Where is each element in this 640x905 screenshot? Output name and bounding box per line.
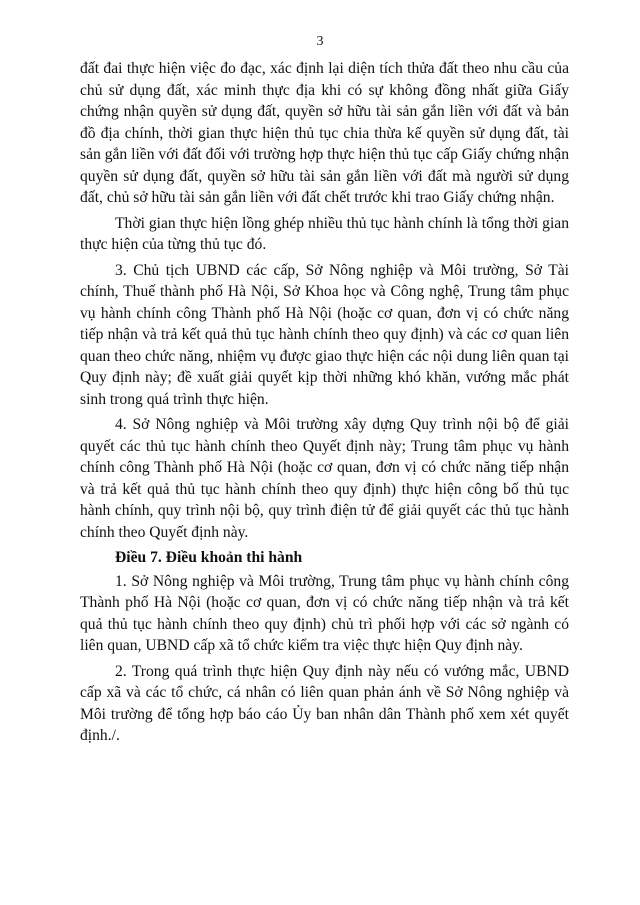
paragraph-processing-time: Thời gian thực hiện lồng ghép nhiều thủ tục hành chính là tổng thời gian thực hiện của từng thủ tục đó. — [80, 214, 569, 253]
paragraph-clause-3: 3. Chủ tịch UBND các cấp, Sở Nông nghiệp và Môi trường, Sở Tài chính, Thuế thành phố Hà Nội, Sở Khoa học và Công nghệ, Trung tâm phục vụ hành chính công Thành phố Hà Nội (hoặc cơ quan, đơn vị có chức năng tiếp nhận và trả kết quả thủ tục hành chính theo quy định) và các cơ quan liên quan theo chức năng, nhiệm vụ được giao thực hiện các nội dung liên quan tại Quy định này; đề xuất giải quyết kịp thời những khó khăn, vướng mắc phát sinh trong quá trình thực hiện. — [80, 261, 569, 408]
article-7-heading: Điều 7. Điều khoản thi hành — [115, 549, 303, 566]
paragraph-clause-4: 4. Sở Nông nghiệp và Môi trường xây dựng Quy trình nội bộ để giải quyết các thủ tục hành chính theo Quyết định này; Trung tâm phục vụ hành chính công Thành phố Hà Nội (hoặc cơ quan, đơn vị có chức năng tiếp nhận và trả kết quả thủ tục hành chính theo quy định) thực hiện công bố thủ tục hành chính, quy trình nội bộ, quy trình điện tử để giải quyết các thủ tục hành chính theo Quyết định này. — [80, 416, 569, 541]
paragraph-article-7-clause-2: 2. Trong quá trình thực hiện Quy định này nếu có vướng mắc, UBND cấp xã và các tổ chức, cá nhân có liên quan phản ánh về Sở Nông nghiệp và Môi trường để tổng hợp báo cáo Ủy ban nhân dân Thành phố xem xét quyết định./. — [80, 662, 569, 744]
document-body — [80, 58, 569, 751]
paragraph-article-7-clause-1: 1. Sở Nông nghiệp và Môi trường, Trung tâm phục vụ hành chính công Thành phố Hà Nội (hoặc cơ quan, đơn vị có chức năng tiếp nhận và trả kết quả thủ tục hành chính theo quy định) chủ trì phối hợp với các sở ngành có liên quan, UBND cấp xã tổ chức kiểm tra việc thực hiện Quy định này. — [80, 572, 569, 654]
paragraph-continuation: đất đai thực hiện việc đo đạc, xác định lại diện tích thửa đất theo nhu cầu của chủ sử dụng đất, xác minh thực địa khi có sự không đồng nhất giữa Giấy chứng nhận quyền sử dụng đất, quyền sở hữu tài sản gắn liền với đất và bản đồ địa chính, thời gian thực hiện thủ tục chia thừa kế quyền sử dụng đất, tài sản gắn liền với đất đối với trường hợp thực hiện thủ tục cấp Giấy chứng nhận quyền sử dụng đất, quyền sở hữu tài sản gắn liền với đất mà người sử dụng đất, chủ sở hữu tài sản gắn liền với đất chết trước khi trao Giấy chứng nhận. — [80, 60, 569, 206]
page-number: 3 — [316, 34, 324, 49]
